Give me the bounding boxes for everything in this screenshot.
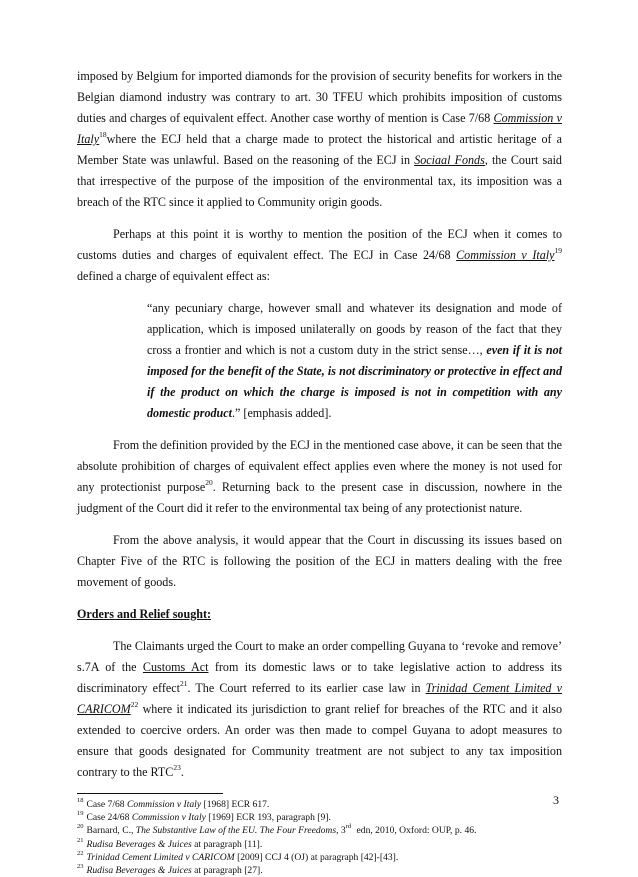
paragraph-1 xyxy=(77,66,562,213)
text: .” [emphasis added]. xyxy=(232,406,332,420)
text: The Claimants urged the Court to make an order compelling Guyana to ‘revoke and remove’ s.7A of the xyxy=(77,639,562,674)
text: defined a charge of equivalent effect as: xyxy=(77,269,270,283)
footnote-ref[interactable]: 23 xyxy=(173,763,181,772)
footnote-ref[interactable]: 20 xyxy=(205,478,213,487)
case-name: Commission v Italy xyxy=(456,248,555,262)
act-name: Customs Act xyxy=(142,660,209,674)
text: “any pecuniary charge, however small and whatever its designation and mode of application, which is imposed unilaterally on goods by reason of the fact that they cross a frontier and which is not a custom duty in the strict sense…, xyxy=(147,301,562,357)
text: . xyxy=(180,765,184,779)
emphasis-text: even if it is not imposed for the benefit of the State, is not discriminatory or protective in effect and if the product on which the charge is imposed is not in competition with any domestic product xyxy=(147,343,562,420)
footnote-ref[interactable]: 18 xyxy=(99,130,107,139)
case-name: Commission v Italy xyxy=(77,111,562,146)
text: , the Court said that irrespective of the purpose of the imposition of the environmental tax, its imposition was a breach of the RTC since it applied to Community origin goods. xyxy=(77,153,562,209)
footnote: $^{21}$ Rudisa Beverages & Juices at paragraph [11]. xyxy=(77,836,263,850)
paragraph-5 xyxy=(77,636,562,783)
paragraph-2 xyxy=(77,224,562,287)
footnote: $^{20}$ Barnard, C., The Substantive Law of the EU. The Four Freedoms, 3rd edn, 2010, Oxford: OUP, p. 46. xyxy=(77,823,477,837)
footnote-ref[interactable]: 21 xyxy=(179,679,188,688)
text: where it indicated its jurisdiction to grant relief for breaches of the RTC and it also extended to coercive orders. An order was then made to compel Guyana to adopt measures to ensure that goods designated for Community treatment are not subject to any tax imposition contrary to the RTC xyxy=(77,702,562,779)
footnote-ref[interactable]: 22 xyxy=(130,700,139,709)
paragraph-3 xyxy=(77,435,562,519)
text: imposed by Belgium for imported diamonds for the provision of security benefits for workers in the Belgian diamond industry was contrary to art. 30 TFEU which prohibits imposition of customs duties and charges of equivalent effect. Another case worthy of mention is Case 7/68 xyxy=(77,69,562,125)
footnote-divider xyxy=(77,793,223,794)
text: . Returning back to the present case in discussion, nowhere in the judgment of the Court did it refer to the environmental tax being of any protectionist nature. xyxy=(77,480,562,515)
block-quote xyxy=(147,298,562,424)
case-name: Sociaal Fonds xyxy=(414,153,485,167)
page-number: 3 xyxy=(553,793,559,807)
paragraph-4: From the above analysis, it would appear that the Court in discussing its issues based on Chapter Five of the RTC is following the position of the ECJ in matters dealing with the free movement of goods. xyxy=(77,533,562,589)
footnote: $^{19}$ Case 24/68 Commission v Italy [1969] ECR 193, paragraph [9]. xyxy=(77,810,331,824)
text: From the definition provided by the ECJ in the mentioned case above, it can be seen that the absolute prohibition of charges of equivalent effect applies even where the money is not used for any protectionist purpose xyxy=(77,438,562,494)
text: Perhaps at this point it is worthy to mention the position of the ECJ when it comes to customs duties and charges of equivalent effect. The ECJ in Case 24/68 xyxy=(77,227,562,262)
case-name: Trinidad Cement Limited v CARICOM xyxy=(77,681,562,716)
section-heading: Orders and Relief sought: xyxy=(77,607,212,621)
text: . The Court referred to its earlier case law in xyxy=(187,681,426,695)
text: where the ECJ held that a charge made to protect the historical and artistic heritage of a Member State was unlawful. Based on the reasoning of the ECJ in xyxy=(77,132,562,167)
footnotes xyxy=(77,798,562,877)
footnote: $^{23}$ Rudisa Beverages & Juices at paragraph [27]. xyxy=(77,863,263,877)
text: from its domestic laws or to take legislative action to address its discriminatory effect xyxy=(77,660,563,695)
footnote-ref[interactable]: 19 xyxy=(554,246,562,255)
footnote: $^{18}$ Case 7/68 Commission v Italy [1968] ECR 617. xyxy=(77,797,270,810)
footnote: $^{22}$ Trinidad Cement Limited v CARICOM [2009] CCJ 4 (OJ) at paragraph [42]-[43]. xyxy=(77,849,399,863)
document-page xyxy=(77,66,562,877)
